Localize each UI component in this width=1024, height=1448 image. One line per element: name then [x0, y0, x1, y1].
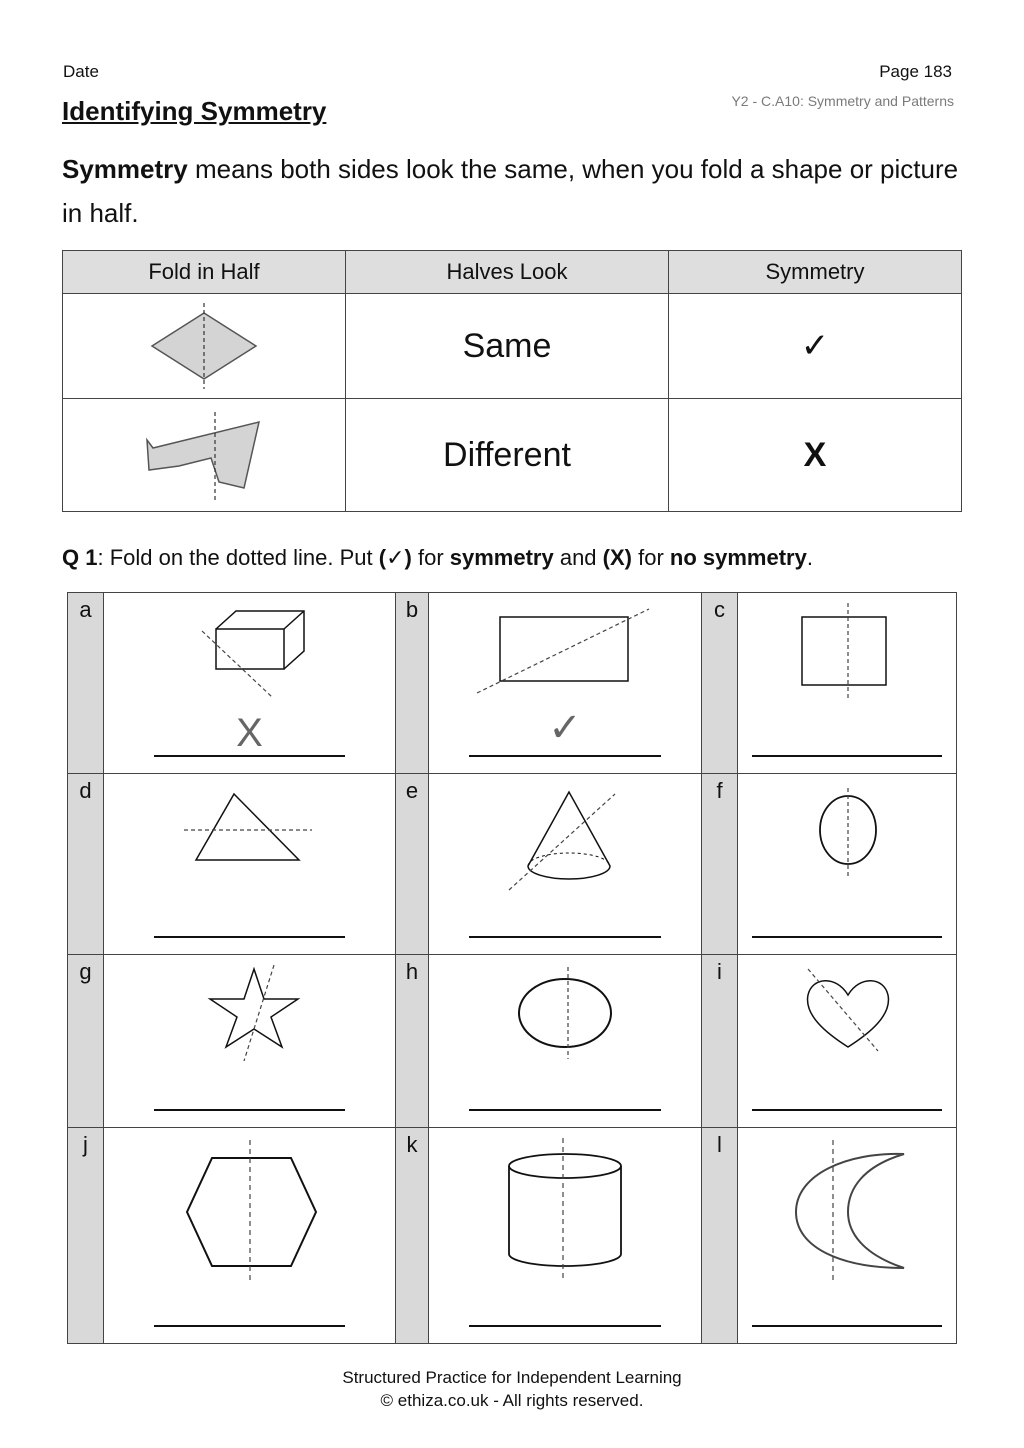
answer-line[interactable] [154, 936, 345, 938]
item-label: e [396, 774, 429, 955]
heart-icon [738, 955, 958, 1075]
answer-mark: X [236, 711, 263, 755]
question-text: . [806, 545, 813, 570]
hexagon-icon [104, 1128, 396, 1288]
answer-line[interactable] [752, 936, 942, 938]
example-halves-same: Same [346, 294, 669, 399]
cross-symbol: (X) [602, 545, 632, 570]
example-check-mark: ✓ [669, 294, 962, 399]
item-label: h [396, 955, 429, 1128]
example-halves-different: Different [346, 399, 669, 512]
course-code: Y2 - C.A10: Symmetry and Patterns [731, 93, 954, 109]
answer-line[interactable] [154, 755, 345, 757]
date-label: Date [63, 62, 99, 81]
cuboid-icon [104, 593, 396, 713]
example-cross-mark: X [669, 399, 962, 512]
answer-line[interactable] [752, 755, 942, 757]
item-label: c [702, 593, 738, 774]
question-text: for [631, 545, 670, 570]
question-number: Q 1 [62, 545, 98, 570]
page-number: Page 183 [879, 62, 952, 81]
item-a [104, 593, 396, 774]
intro-term: Symmetry [62, 154, 188, 184]
ellipse-icon [429, 955, 702, 1075]
footer-copyright: © ethiza.co.uk - All rights reserved. [380, 1391, 644, 1410]
answer-line[interactable] [154, 1109, 345, 1111]
tick-symbol: (✓) [378, 545, 412, 570]
example-shape-cell [63, 294, 346, 399]
cone-icon [429, 774, 702, 904]
answer-line[interactable] [469, 1109, 661, 1111]
answer-line[interactable] [469, 1325, 661, 1327]
question-1 [62, 545, 813, 571]
example-shape-cell [63, 399, 346, 512]
question-text: : Fold on the dotted line. Put [97, 545, 379, 570]
item-label: l [702, 1128, 738, 1344]
footer [0, 1366, 1024, 1412]
intro-definition: means both sides look the same, when you fold a shape or picture in half. [62, 154, 959, 228]
item-label: f [702, 774, 738, 955]
item-label: k [396, 1128, 429, 1344]
example-row-2 [63, 399, 962, 512]
item-f [738, 774, 957, 955]
answer-line[interactable] [154, 1325, 345, 1327]
item-l [738, 1128, 957, 1344]
item-label: i [702, 955, 738, 1128]
crescent-icon [738, 1128, 958, 1288]
example-table [62, 250, 962, 512]
example-header-fold: Fold in Half [63, 251, 346, 294]
item-label: j [68, 1128, 104, 1344]
rhombus-icon [144, 301, 264, 391]
item-d [104, 774, 396, 955]
item-label: a [68, 593, 104, 774]
star-icon [104, 955, 396, 1075]
item-b [429, 593, 702, 774]
cylinder-icon [429, 1128, 702, 1288]
symmetry-word: symmetry [449, 545, 554, 570]
rectangle-icon [429, 593, 702, 713]
page-title: Identifying Symmetry [62, 96, 327, 126]
answer-line[interactable] [752, 1325, 942, 1327]
item-g [104, 955, 396, 1128]
item-e [429, 774, 702, 955]
intro-text [62, 147, 962, 235]
square-icon [738, 593, 958, 713]
item-i [738, 955, 957, 1128]
footer-tagline: Structured Practice for Independent Learning [342, 1368, 682, 1387]
question-text: for [411, 545, 450, 570]
item-j [104, 1128, 396, 1344]
item-label: g [68, 955, 104, 1128]
question-grid [67, 592, 957, 1344]
example-header-symmetry: Symmetry [669, 251, 962, 294]
irregular-polygon-icon [139, 410, 269, 500]
answer-line[interactable] [469, 755, 661, 757]
example-header-halves: Halves Look [346, 251, 669, 294]
answer-line[interactable] [469, 936, 661, 938]
answer-line[interactable] [752, 1109, 942, 1111]
question-text: and [553, 545, 603, 570]
item-label: b [396, 593, 429, 774]
item-h [429, 955, 702, 1128]
no-symmetry-word: no symmetry [669, 545, 807, 570]
item-c [738, 593, 957, 774]
answer-mark: ✓ [548, 706, 582, 750]
item-k [429, 1128, 702, 1344]
oval-icon [738, 774, 958, 894]
example-row-1 [63, 294, 962, 399]
item-label: d [68, 774, 104, 955]
triangle-icon [104, 774, 396, 894]
